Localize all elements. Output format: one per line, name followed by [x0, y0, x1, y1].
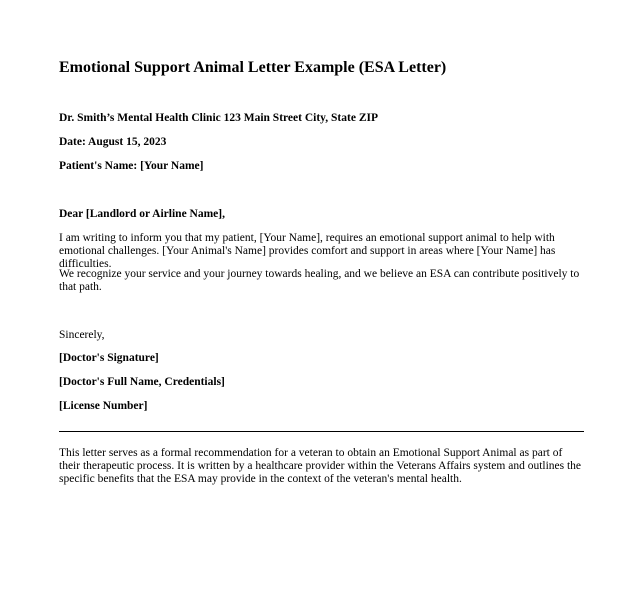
date-line: Date: August 15, 2023	[59, 136, 167, 148]
clinic-address-line: Dr. Smith’s Mental Health Clinic 123 Main Street City, State ZIP	[59, 112, 378, 124]
horizontal-divider	[59, 431, 584, 432]
doctor-signature-line: [Doctor's Signature]	[59, 352, 159, 364]
license-number-line: [License Number]	[59, 400, 148, 412]
document-title: Emotional Support Animal Letter Example (ESA Letter)	[59, 59, 447, 76]
salutation: Dear [Landlord or Airline Name],	[59, 208, 225, 220]
body-paragraph-2: We recognize your service and your journey towards healing, and we believe an ESA can contribute positively to that path.	[59, 268, 580, 293]
patient-name-line: Patient's Name: [Your Name]	[59, 160, 204, 172]
doctor-name-line: [Doctor's Full Name, Credentials]	[59, 376, 225, 388]
footer-note: This letter serves as a formal recommendation for a veteran to obtain an Emotional Support Animal as part of their therapeutic process. It is written by a healthcare provider within the Veterans Affairs system and outlines the specific benefits that the ESA may provide in the context of the veteran's mental health.	[59, 447, 582, 485]
closing-line: Sincerely,	[59, 329, 105, 341]
letter-page	[59, 0, 584, 600]
body-paragraph-1: I am writing to inform you that my patient, [Your Name], requires an emotional support animal to help with emotional challenges. [Your Animal's Name] provides comfort and support in areas where [Your Name] has difficulties.	[59, 232, 556, 270]
